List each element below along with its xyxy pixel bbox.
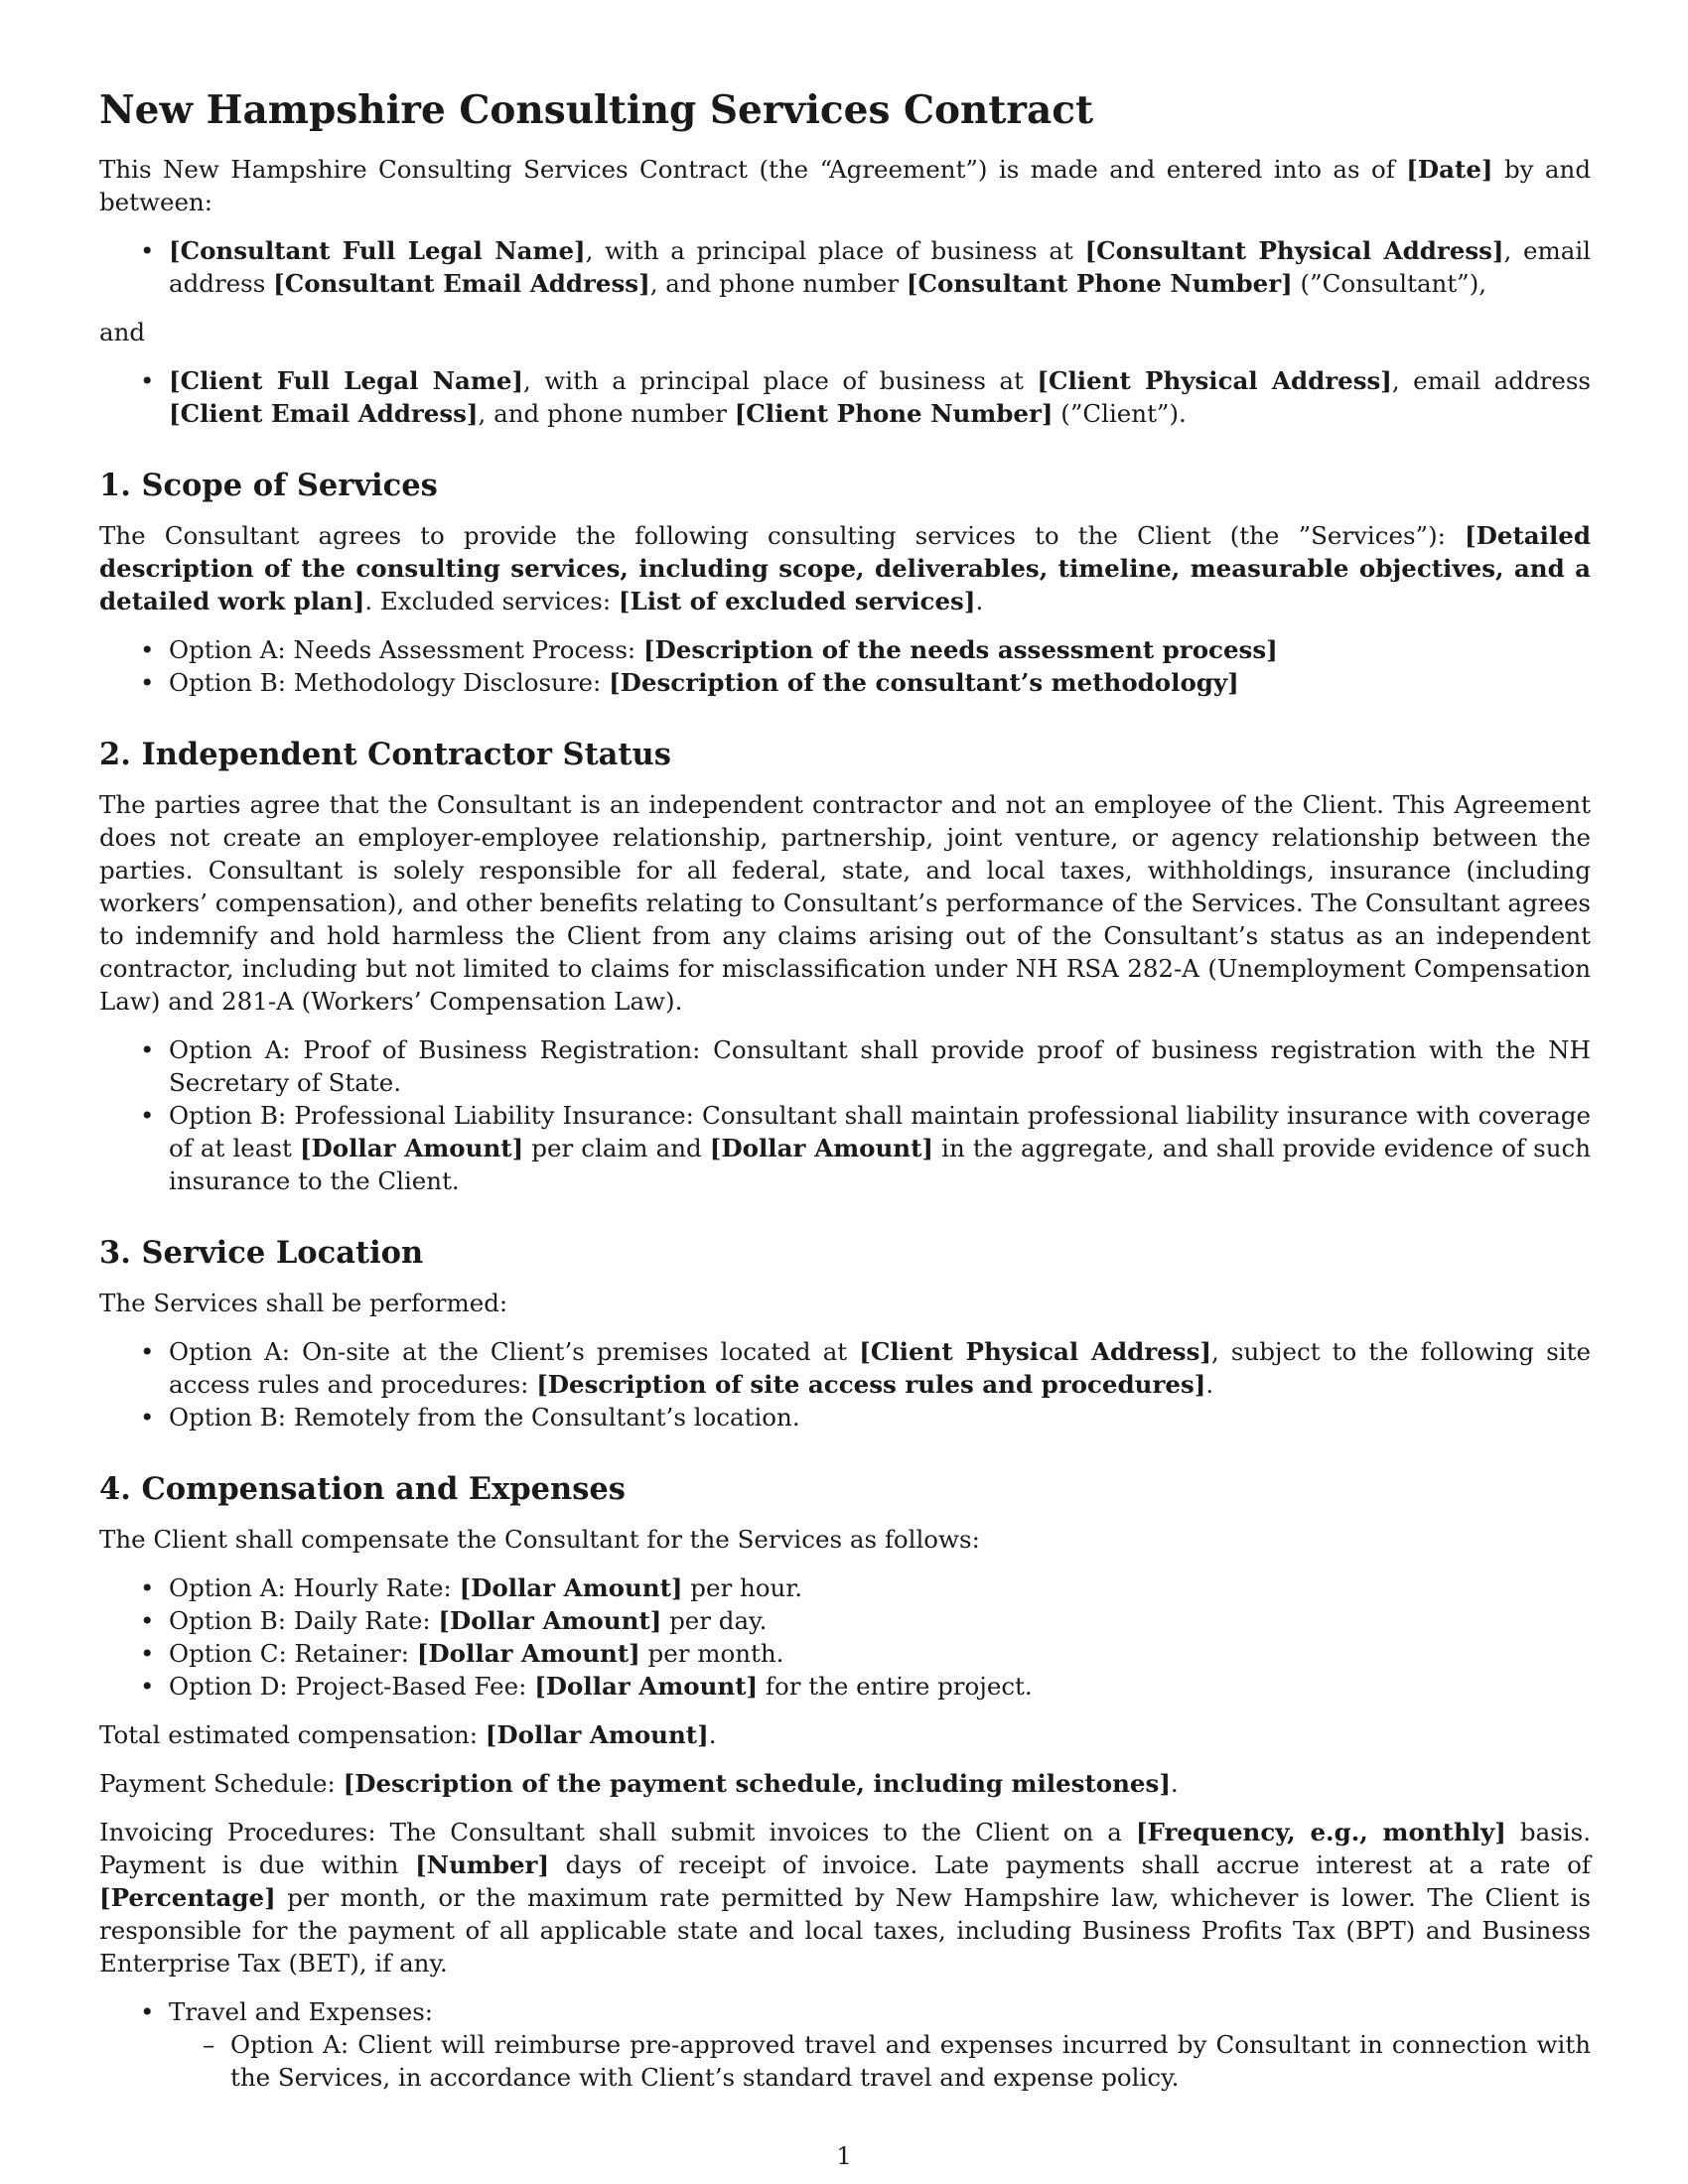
list-item: • Option B: Remotely from the Consultant’s location. [99, 1401, 1591, 1433]
text: . Excluded services: [364, 587, 619, 615]
frequency-placeholder: [Frequency, e.g., monthly] [1135, 1818, 1506, 1846]
section-3-paragraph: The Services shall be performed: [99, 1289, 508, 1317]
text: , and phone number [478, 399, 735, 428]
section-3-heading: 3. Service Location [99, 1235, 424, 1271]
text: Total estimated compensation: [99, 1720, 486, 1749]
travel-options [169, 2028, 1591, 2094]
list-item [99, 1335, 1591, 1401]
text: Option A: Hourly Rate: [169, 1573, 460, 1602]
text: Option A: On-site at the Client’s premises located at [169, 1337, 860, 1366]
text: per claim and [523, 1134, 710, 1162]
consultant-email-placeholder: [Consultant Email Address] [273, 269, 650, 298]
methodology-placeholder: [Description of the consultant’s methodology] [609, 668, 1239, 697]
consultant-party-item [99, 234, 1591, 300]
section-2-heading: 2. Independent Contractor Status [99, 737, 671, 772]
text: Payment Schedule: [99, 1769, 344, 1798]
dollar-amount-placeholder: [Dollar Amount] [485, 1720, 709, 1749]
list-item: – Option A: Client will reimburse pre-approved travel and expenses incurred by Consultant in connection with the Services, in accordance with Client’s standard travel and expense policy. [169, 2028, 1591, 2094]
list-item [99, 666, 1591, 699]
needs-assessment-placeholder: [Description of the needs assessment process] [642, 635, 1278, 664]
text: (”Client”). [1053, 399, 1187, 428]
travel-list [99, 1995, 1591, 2094]
consultant-party-list [99, 234, 1591, 300]
text: Option A: Needs Assessment Process: [169, 635, 643, 664]
client-email-placeholder: [Client Email Address] [169, 399, 479, 428]
list-item [99, 1099, 1591, 1197]
text: per hour. [682, 1573, 803, 1602]
client-party-item [99, 364, 1591, 430]
percentage-placeholder: [Percentage] [99, 1883, 276, 1912]
section-1-heading: 1. Scope of Services [99, 468, 438, 503]
document-page [99, 85, 1591, 2110]
invoicing-procedures [99, 1816, 1591, 1979]
text: . [1205, 1370, 1214, 1399]
and-text: and [99, 318, 146, 346]
text: , with a principal place of business at [523, 366, 1038, 395]
section-1-paragraph [99, 519, 1591, 617]
text: Option B: Methodology Disclosure: [169, 668, 610, 697]
client-party-list [99, 364, 1591, 430]
text: Option B: Daily Rate: [169, 1606, 439, 1635]
section-1-options [99, 633, 1591, 699]
text: per month. [639, 1639, 784, 1668]
text: Invoicing Procedures: The Consultant shall submit invoices to the Client on a [99, 1818, 1136, 1846]
number-placeholder: [Number] [415, 1850, 550, 1879]
section-4-heading: 4. Compensation and Expenses [99, 1471, 626, 1507]
list-item [99, 1571, 1591, 1604]
client-name-placeholder: [Client Full Legal Name] [169, 366, 524, 395]
intro-text: This New Hampshire Consulting Services Contract (the “Agreement”) is made and entered into as of [99, 155, 1407, 184]
document-title: New Hampshire Consulting Services Contract [99, 87, 1093, 133]
list-item [99, 633, 1591, 666]
section-2-paragraph: The parties agree that the Consultant is an independent contractor and not an employee of the Client. This Agreement does not create an employer-employee relationship, partnership, joint venture, or agency relationship between the parties. Consultant is solely responsible for all federal, state, and local taxes, withholdings, insurance (including workers’ compensation), and other benefits relating to Consultant’s performance of the Services. The Consultant agrees to indemnify and hold harmless the Client from any claims arising out of the Consultant’s status as an independent contractor, including but not limited to claims for misclassification under NH RSA 282-A (Unemployment Compensation Law) and 281-A (Workers’ Compensation Law). [99, 790, 1591, 1016]
dollar-amount-placeholder: [Dollar Amount] [438, 1606, 662, 1635]
consultant-phone-placeholder: [Consultant Phone Number] [906, 269, 1293, 298]
section-3-options [99, 1335, 1591, 1433]
dollar-amount-placeholder: [Dollar Amount] [416, 1639, 640, 1668]
text: for the entire project. [758, 1672, 1033, 1701]
text: . [975, 587, 984, 615]
dollar-amount-placeholder: [Dollar Amount] [534, 1672, 759, 1701]
section-2-options [99, 1033, 1591, 1197]
text: in the aggregate, and shall provide evidence of such insurance to the Client. [169, 1134, 1591, 1195]
text: Option D: Project-Based Fee: [169, 1672, 535, 1701]
text: , subject to the following site access rules and procedures: [169, 1337, 1591, 1399]
section-4-paragraph: The Client shall compensate the Consultant for the Services as follows: [99, 1525, 980, 1554]
list-item [99, 1637, 1591, 1670]
payment-schedule [99, 1767, 1591, 1800]
intro-text-end: by and between: [99, 155, 1592, 216]
payment-schedule-placeholder: [Description of the payment schedule, including milestones] [343, 1769, 1171, 1798]
text: Option C: Retainer: [169, 1639, 417, 1668]
dollar-amount-placeholder: [Dollar Amount] [459, 1573, 683, 1602]
total-compensation [99, 1718, 1591, 1751]
text: The Consultant agrees to provide the following consulting services to the Client (the ”Services”): [99, 521, 1466, 550]
dollar-amount-placeholder: [Dollar Amount] [299, 1134, 524, 1162]
consultant-address-placeholder: [Consultant Physical Address] [1084, 236, 1504, 265]
list-item [99, 1995, 1591, 2094]
text: . [708, 1720, 717, 1749]
consultant-name-placeholder: [Consultant Full Legal Name] [169, 236, 586, 265]
text: per day. [661, 1606, 768, 1635]
text: Travel and Expenses: [169, 1997, 434, 2026]
site-access-placeholder: [Description of site access rules and procedures] [536, 1370, 1206, 1399]
text: , email address [169, 236, 1591, 298]
excluded-services-placeholder: [List of excluded services] [618, 587, 976, 615]
client-phone-placeholder: [Client Phone Number] [734, 399, 1054, 428]
text: , email address [1391, 366, 1591, 395]
text: , and phone number [649, 269, 907, 298]
list-item [99, 1670, 1591, 1703]
text: basis. Payment is due within [99, 1818, 1591, 1879]
section-4-options [99, 1571, 1591, 1703]
intro-paragraph [99, 153, 1591, 218]
text: days of receipt of invoice. Late payments shall accrue interest at a rate of [549, 1850, 1591, 1879]
text: Option B: Professional Liability Insurance: Consultant shall maintain professional liability insurance with coverage of at least [169, 1101, 1591, 1162]
list-item [99, 1604, 1591, 1637]
text: per month, or the maximum rate permitted by New Hampshire law, whichever is lower. The Client is responsible for the payment of all applicable state and local taxes, including Business Profits Tax (BPT) and Business Enterprise Tax (BET), if any. [99, 1883, 1591, 1978]
client-address-placeholder: [Client Physical Address] [1037, 366, 1392, 395]
client-address-placeholder: [Client Physical Address] [859, 1337, 1211, 1366]
text: , with a principal place of business at [585, 236, 1085, 265]
dollar-amount-placeholder: [Dollar Amount] [709, 1134, 934, 1162]
date-placeholder: [Date] [1406, 155, 1493, 184]
list-item: • Option A: Proof of Business Registration: Consultant shall provide proof of business registration with the NH Secretary of State. [99, 1033, 1591, 1099]
text: (”Consultant”), [1292, 269, 1487, 298]
services-placeholder: [Detailed description of the consulting services, including scope, deliverables, timeline, measurable objectives, and a detailed work plan] [99, 521, 1591, 615]
page-number: 1 [836, 2141, 852, 2170]
text: . [1170, 1769, 1179, 1798]
